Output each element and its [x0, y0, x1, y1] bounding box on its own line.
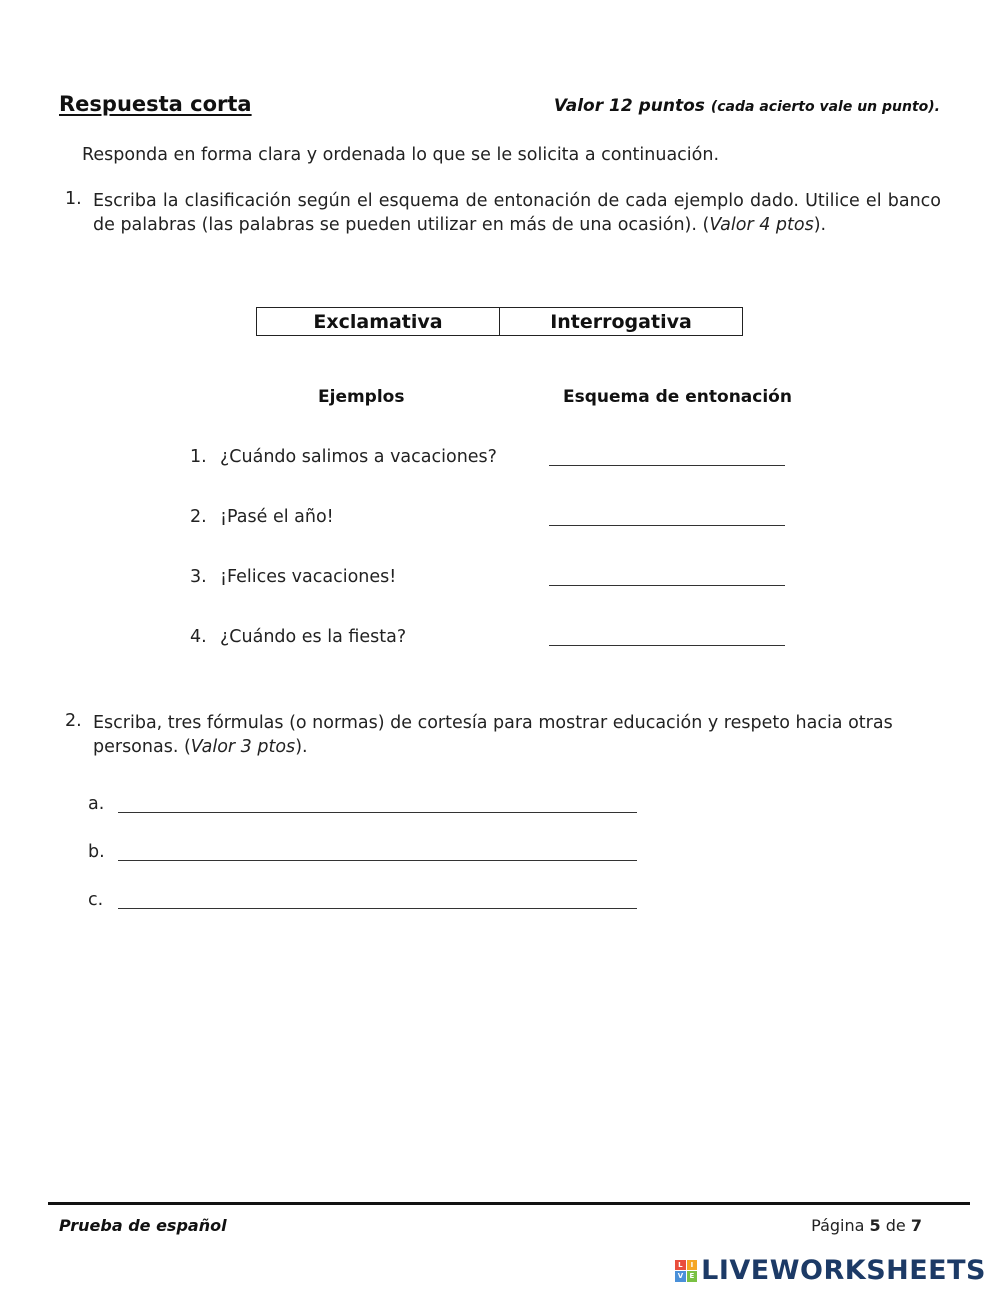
example-4-number: 4.	[190, 627, 207, 647]
example-2-number: 2.	[190, 507, 207, 527]
footer-test-name: Prueba de español	[59, 1216, 227, 1235]
example-3-number: 3.	[190, 567, 207, 587]
question-2-tail: ).	[295, 737, 308, 757]
value-note	[554, 96, 940, 116]
brand-name: LIVEWORKSHEETS	[701, 1255, 986, 1286]
word-bank-exclamativa: Exclamativa	[313, 310, 443, 333]
example-2-text: ¡Pasé el año!	[220, 507, 334, 527]
example-3-text: ¡Felices vacaciones!	[220, 567, 397, 587]
question-1-text	[93, 189, 941, 237]
column-header-scheme: Esquema de entonación	[563, 387, 792, 407]
example-2-answer-line[interactable]	[549, 525, 785, 526]
instructions: Responda en forma clara y ordenada lo que se le solicita a continuación.	[82, 145, 720, 165]
word-bank-interrogativa: Interrogativa	[499, 308, 742, 335]
question-2-text	[93, 711, 941, 759]
example-4-text: ¿Cuándo es la fiesta?	[220, 627, 407, 647]
answer-b-line[interactable]	[118, 860, 637, 861]
section-title: Respuesta corta	[59, 92, 252, 116]
example-3-answer-line[interactable]	[549, 585, 785, 586]
question-2-number: 2.	[65, 711, 82, 731]
page-separator: de	[885, 1216, 906, 1235]
question-1-value: Valor 4 ptos	[709, 215, 814, 235]
footer-divider	[48, 1202, 970, 1205]
liveworksheets-brand[interactable]	[675, 1255, 986, 1286]
word-bank	[256, 307, 743, 336]
question-1-body: Escriba la clasificación según el esquema de entonación de cada ejemplo dado. Utilice el banco de palabras (las palabras se pueden utilizar en más de una ocasión). (	[93, 191, 941, 235]
question-2-body: Escriba, tres fórmulas (o normas) de cortesía para mostrar educación y respeto hacia otras personas. (	[93, 713, 893, 757]
answer-c-line[interactable]	[118, 908, 637, 909]
answer-c-label: c.	[88, 890, 104, 910]
page-current: 5	[869, 1216, 881, 1235]
page-total: 7	[910, 1216, 922, 1235]
answer-b-label: b.	[88, 842, 105, 862]
question-1-tail: ).	[813, 215, 827, 235]
question-1-number: 1.	[65, 189, 82, 209]
example-1-number: 1.	[190, 447, 207, 467]
page-label: Página	[811, 1216, 865, 1235]
question-2-value: Valor 3 ptos	[190, 737, 296, 757]
value-main: Valor 12 puntos	[553, 96, 705, 116]
answer-a-label: a.	[88, 794, 105, 814]
liveworksheets-logo-icon: L I V E	[675, 1260, 697, 1282]
example-4-answer-line[interactable]	[549, 645, 785, 646]
column-header-examples: Ejemplos	[318, 387, 405, 407]
answer-a-line[interactable]	[118, 812, 637, 813]
value-detail: (cada acierto vale un punto).	[710, 99, 940, 115]
page-number	[811, 1216, 922, 1235]
example-1-text: ¿Cuándo salimos a vacaciones?	[220, 447, 497, 467]
example-1-answer-line[interactable]	[549, 465, 785, 466]
